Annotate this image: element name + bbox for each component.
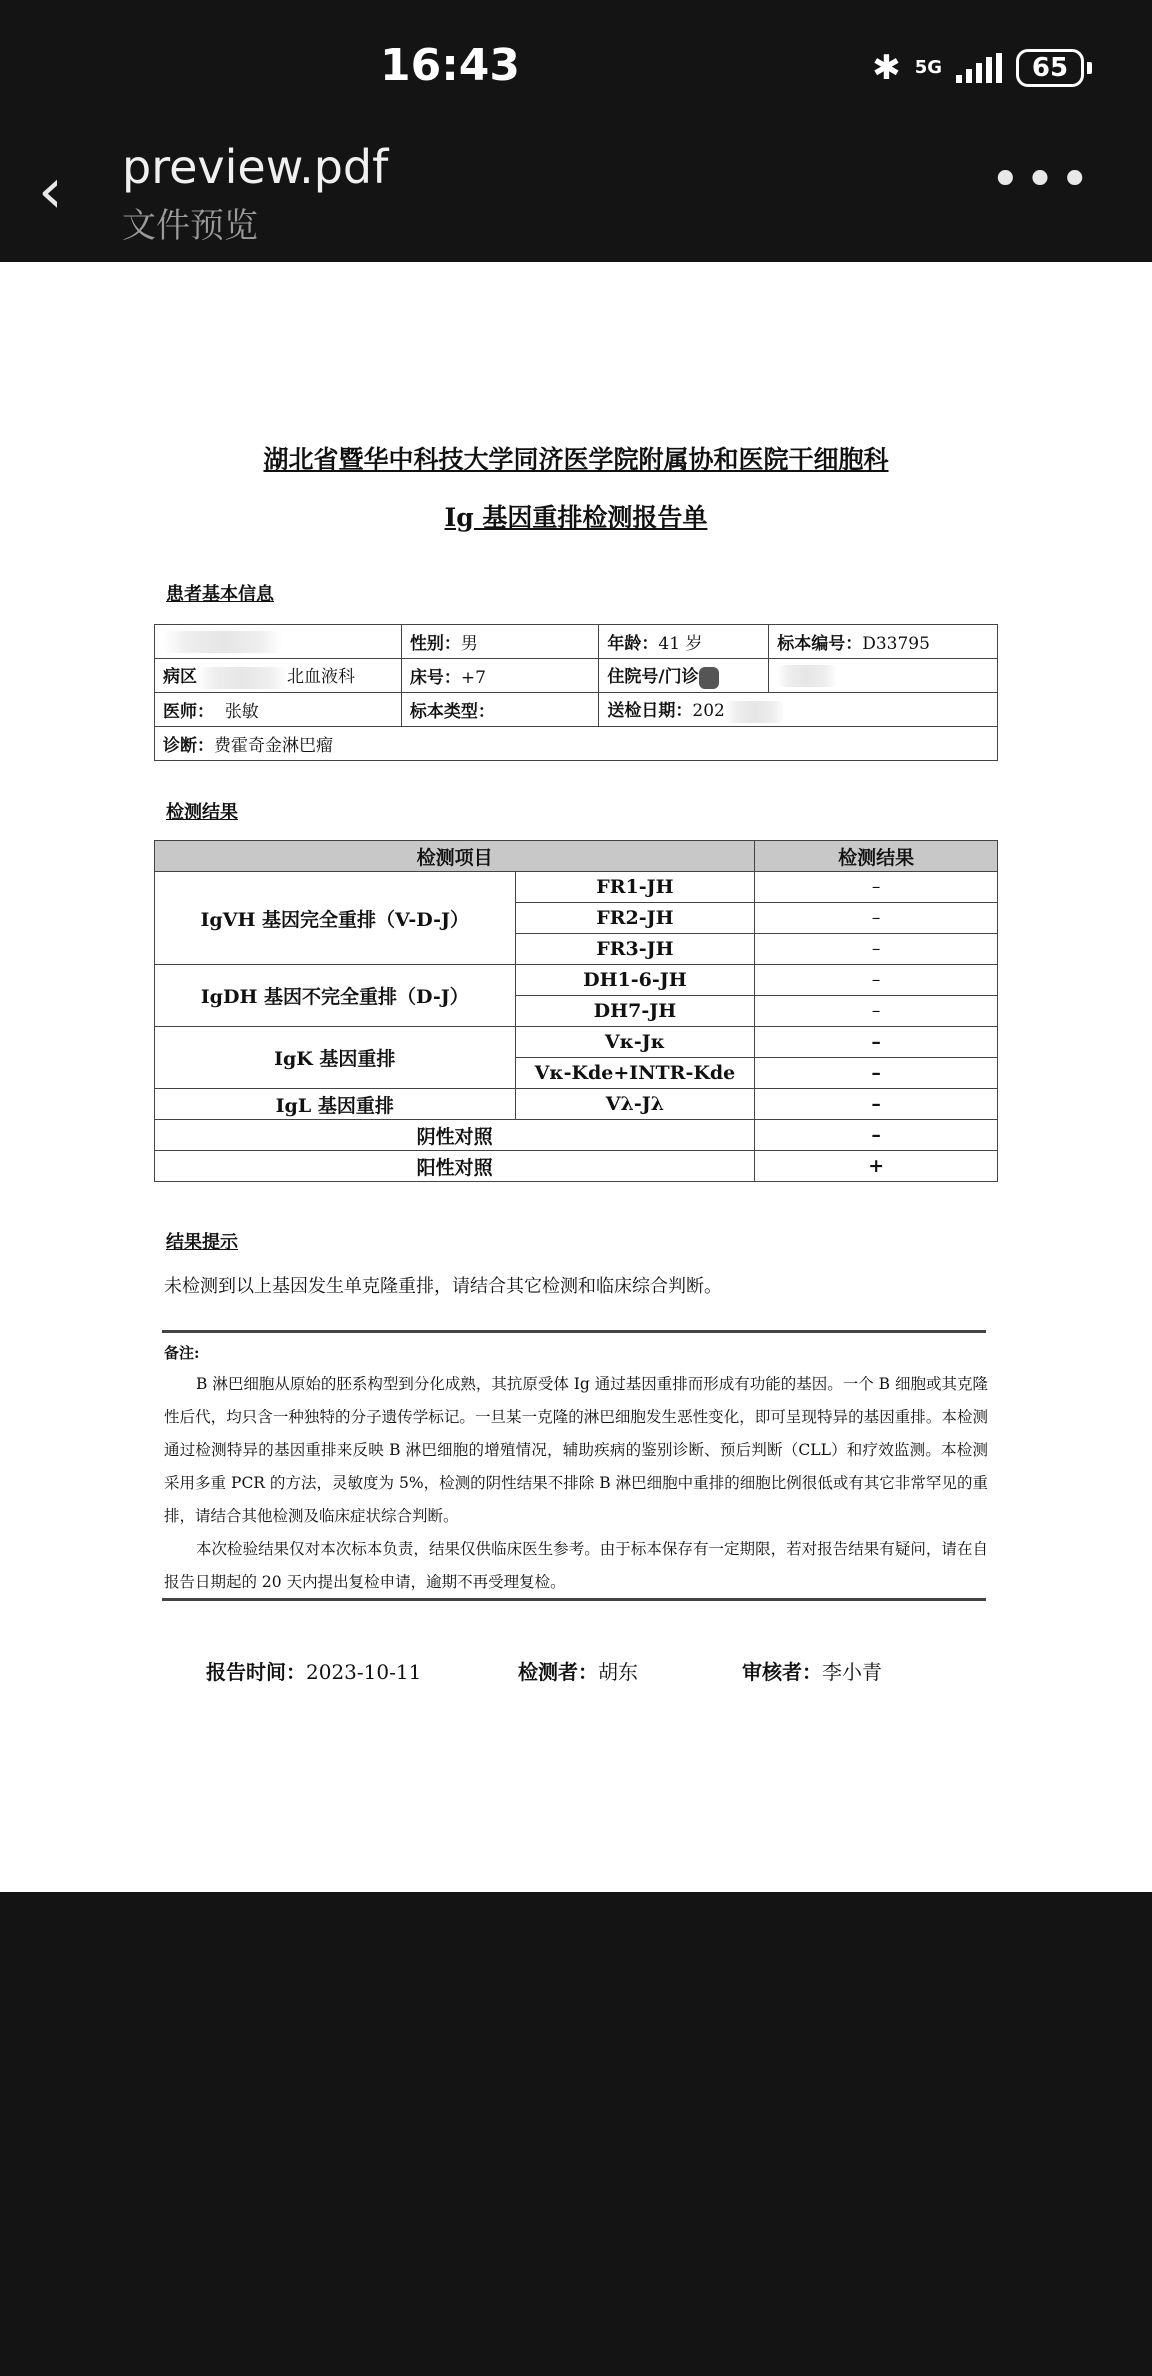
patient-sex: 男 [460, 634, 478, 654]
note-paragraph-1: B 淋巴细胞从原始的胚系构型到分化成熟，其抗原受体 Ig 通过基因重排而形成有功能的基因。一个 B 细胞或其克隆性后代，均只含一种独特的分子遗传学标记。一旦某一克隆的淋巴细胞发生恶性变化，即可呈现特异的基因重排。本检测通过检测特异的基因重排来反映 B 淋巴细胞的增殖情况，辅助疾病的鉴别诊断、预后判断（CLL）和疗效监测。本检测采用多重 PCR 的方法，灵敏度为 5%，检测的阴性结果不排除 B 淋巴细胞中重排的细胞比例很低或有其它非常罕见的重排，请结合其他检测及临床症状综合判断。 [164, 1375, 988, 1525]
battery-icon [1016, 49, 1092, 87]
note-text [164, 1368, 988, 1599]
control-result: + [755, 1151, 998, 1182]
report-title: Ig 基因重排检测报告单 [444, 503, 708, 532]
test-item: FR1-JH [515, 872, 755, 903]
file-title: preview.pdf [122, 140, 389, 194]
test-result: – [755, 1058, 998, 1089]
test-result: – [755, 872, 998, 903]
group-name: IgK 基因重排 [155, 1027, 516, 1089]
doctor-name: 张敏 [224, 702, 259, 722]
back-icon[interactable]: ‹ [38, 154, 63, 227]
pdf-page[interactable] [0, 262, 1152, 1892]
control-name: 阴性对照 [155, 1120, 755, 1151]
table-row [155, 1151, 998, 1182]
results-header-row [155, 841, 998, 872]
table-row [155, 1120, 998, 1151]
test-result: – [755, 903, 998, 934]
patient-age: 41 岁 [658, 634, 703, 654]
test-result: – [755, 965, 998, 996]
control-result: – [755, 1120, 998, 1151]
test-item: Vλ-Jλ [515, 1089, 755, 1120]
test-item: FR2-JH [515, 903, 755, 934]
hospital-name: 湖北省暨华中科技大学同济医学院附属协和医院干细胞科 [263, 445, 889, 474]
viewer-background [0, 1892, 1152, 2376]
control-name: 阳性对照 [155, 1151, 755, 1182]
note-title: 备注: [164, 1344, 200, 1362]
test-result: – [755, 1027, 998, 1058]
diagnosis: 费霍奇金淋巴瘤 [214, 736, 333, 756]
status-bar [0, 0, 1152, 130]
bed-number: +7 [460, 668, 486, 688]
group-name: IgVH 基因完全重排（V-D-J） [155, 872, 516, 965]
group-name: IgL 基因重排 [155, 1089, 516, 1120]
patient-info-table: 性别：男 年龄：41 岁 标本编号：D33795 病区 北血液科 床号：+7 住院号/门诊 医师： 张敏 标本类型： 送检日期：202 诊断：费霍奇金淋巴瘤 [154, 624, 998, 761]
ward: 北血液科 [287, 667, 355, 688]
battery-level: 65 [1016, 49, 1084, 87]
reviewer: 审核者：李小青 [742, 1660, 882, 1684]
patient-section-heading: 患者基本信息 [166, 584, 274, 605]
file-subtitle: 文件预览 [122, 206, 258, 246]
test-item: Vκ-Jκ [515, 1027, 755, 1058]
group-name: IgDH 基因不完全重排（D-J） [155, 965, 516, 1027]
report-time: 报告时间：2023-10-11 [206, 1660, 422, 1684]
tester: 检测者：胡东 [518, 1660, 638, 1684]
table-row [155, 1089, 998, 1120]
header-item: 检测项目 [155, 841, 755, 872]
system-icons [872, 48, 1092, 88]
send-date: 202 [692, 701, 725, 722]
more-options-icon[interactable]: ••• [989, 150, 1094, 210]
network-type: 5G [914, 57, 942, 78]
test-item: Vκ-Kde+INTR-Kde [515, 1058, 755, 1089]
divider [162, 1330, 986, 1333]
sample-number: D33795 [862, 634, 930, 654]
table-row [155, 965, 998, 996]
signal-icon [956, 53, 1002, 83]
result-hint: 未检测到以上基因发生单克隆重排，请结合其它检测和临床综合判断。 [164, 1276, 722, 1297]
test-item: DH1-6-JH [515, 965, 755, 996]
results-table [154, 840, 998, 1182]
table-row [155, 1027, 998, 1058]
hint-section-heading: 结果提示 [166, 1232, 238, 1253]
test-result: – [755, 1089, 998, 1120]
test-item: FR3-JH [515, 934, 755, 965]
test-item: DH7-JH [515, 996, 755, 1027]
app-bar [0, 130, 1152, 262]
test-result: – [755, 934, 998, 965]
test-result: – [755, 996, 998, 1027]
results-section-heading: 检测结果 [166, 802, 238, 823]
status-time: 16:43 [379, 40, 521, 91]
note-paragraph-2: 本次检验结果仅对本次标本负责，结果仅供临床医生参考。由于标本保存有一定期限，若对报告结果有疑问，请在自报告日期起的 20 天内提出复检申请，逾期不再受理复检。 [164, 1540, 988, 1591]
table-row [155, 872, 998, 903]
bluetooth-icon: ✱ [872, 48, 901, 88]
divider [162, 1598, 986, 1601]
header-result: 检测结果 [755, 841, 998, 872]
